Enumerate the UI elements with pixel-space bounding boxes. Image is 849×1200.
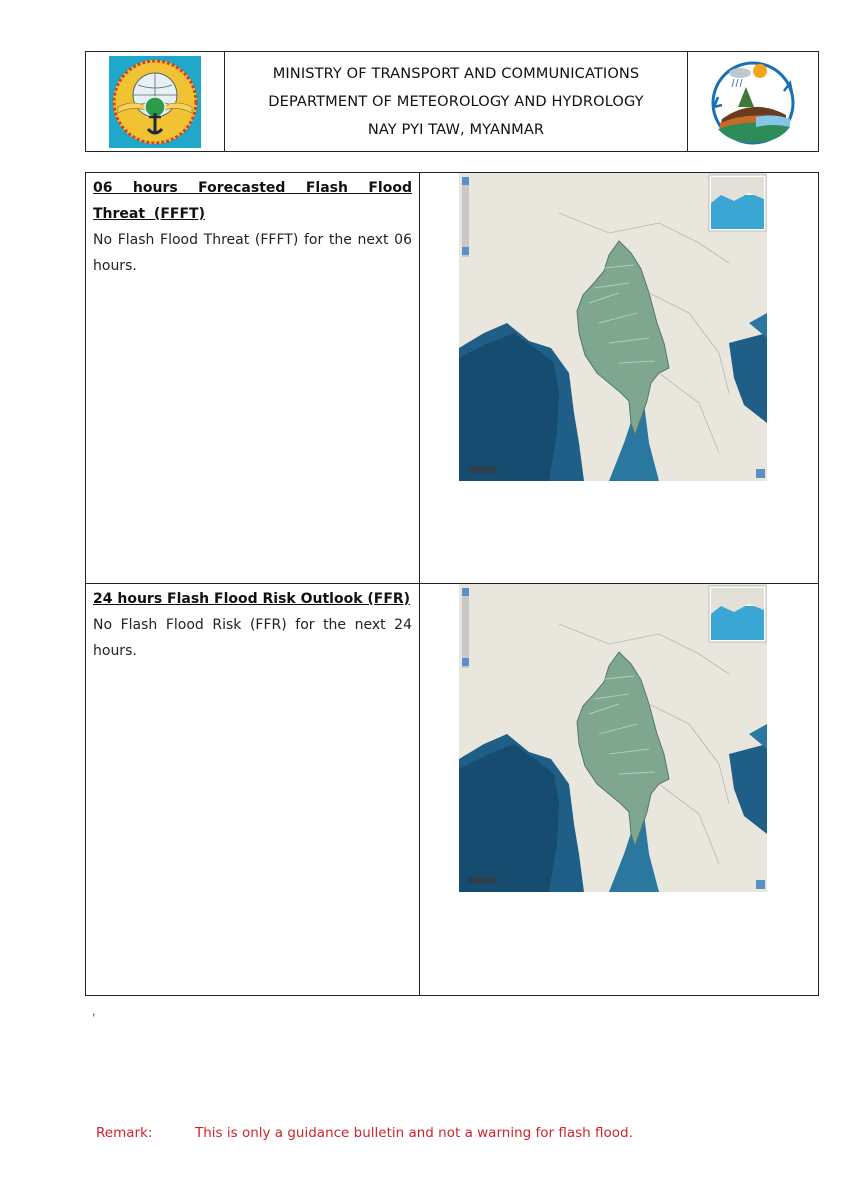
- ffft-row: [86, 173, 818, 584]
- ffft-map-cell: [420, 173, 818, 583]
- ministry-emblem: [86, 52, 225, 151]
- ffr-map-image: [459, 584, 767, 892]
- department-name: DEPARTMENT OF METEOROLOGY AND HYDROLOGY: [268, 92, 644, 110]
- ffr-description-cell: [86, 584, 420, 995]
- ministry-emblem-icon: [108, 55, 202, 149]
- letterhead: [85, 51, 819, 152]
- ffft-map: [459, 173, 767, 481]
- ffr-map: [459, 584, 767, 892]
- ffr-body: No Flash Flood Risk (FFR) for the next 24 hours.: [93, 617, 412, 659]
- stray-mark: ,: [92, 1004, 96, 1018]
- water-cycle-icon: [708, 57, 798, 147]
- dmh-logo: [687, 52, 818, 151]
- location-name: NAY PYI TAW, MYANMAR: [367, 120, 545, 138]
- ffft-map-image: [459, 173, 767, 481]
- ffft-body: No Flash Flood Threat (FFFT) for the next 06 hours.: [93, 232, 412, 274]
- ffr-title: 24 hours Flash Flood Risk Outlook (FFR): [93, 591, 411, 607]
- remark-text: This is only a guidance bulletin and not a warning for flash flood.: [195, 1125, 633, 1141]
- ffft-title: 06 hours Forecasted Flash Flood Threat (FFFT): [93, 180, 412, 222]
- ffr-map-cell: [420, 584, 818, 995]
- ministry-name: MINISTRY OF TRANSPORT AND COMMUNICATIONS: [272, 64, 640, 82]
- forecast-table: [85, 172, 819, 996]
- letterhead-title: [225, 52, 687, 151]
- remark-label: Remark:: [96, 1125, 153, 1141]
- ffr-row: [86, 584, 818, 995]
- ffft-description-cell: [86, 173, 420, 583]
